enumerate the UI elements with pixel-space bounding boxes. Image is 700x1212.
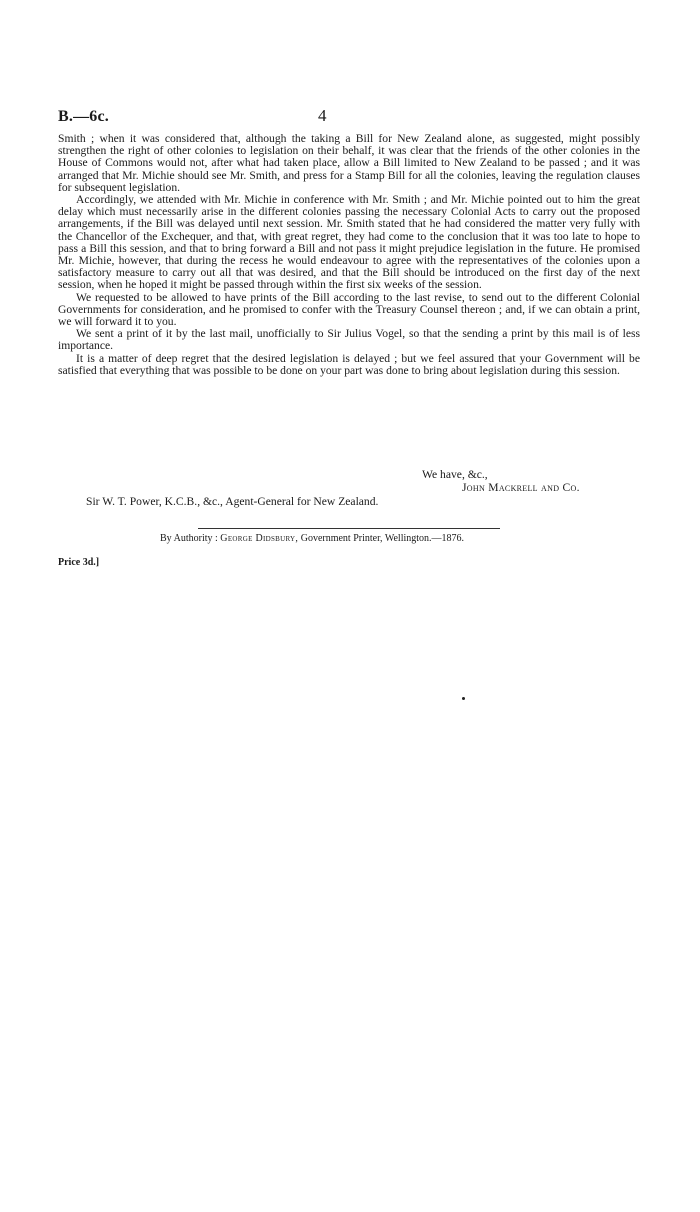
paragraph: We sent a print of it by the last mail, unofficially to Sir Julius Vogel, so that the sending a print by this mail is of less importance. [58, 327, 640, 353]
ink-speck [462, 697, 465, 700]
paragraph: We requested to be allowed to have prints of the Bill according to the last revise, to send out to the different Colonial Governments for consideration, and he promised to confer with the Treasury Counsel thereon ; and, if we can obtain a print, we will forward it to you. [58, 290, 640, 329]
imprint-printer-details: Government Printer, Wellington.—1876. [300, 533, 465, 544]
document-reference: B.—6c. [58, 108, 109, 125]
closing-phrase: We have, &c., [422, 468, 488, 481]
paragraph: It is a matter of deep regret that the desired legislation is delayed ; but we feel assured that your Government will be satisfied that everything that was possible to be done on your part was done to bring about legislation during this session. [58, 351, 640, 377]
printer-imprint [160, 533, 464, 544]
paragraph: Accordingly, we attended with Mr. Michie in conference with Mr. Smith ; and Mr. Michie pointed out to him the great delay which must necessarily arise in the different colonies passing the necessary Colonial Acts to carry out the proposed arrangements, if the Bill was delayed until next session. Mr. Smith stated that he had considered the matter very fully with the Chancellor of the Exchequer, and that, with great regret, they had come to the conclusion that it was too late to hope to pass a Bill this session, and that to bring forward a Bill and not pass it might prejudice legislation in the future. He promised Mr. Michie, however, that during the recess he would endeavour to agree with the representatives of the colonies upon a satisfactory measure to carry out all that was desired, and that the Bill should be introduced on the first day of the next session, when he hoped it might be passed through within the first six weeks of the session. [58, 193, 640, 292]
imprint-authority: By Authority : [160, 533, 218, 544]
letter-body [58, 133, 640, 377]
page-number: 4 [318, 106, 327, 125]
paragraph: Smith ; when it was considered that, although the taking a Bill for New Zealand alone, as suggested, might possibly strengthen the right of other colonies to legislation on their behalf, it was clear that the friends of the other colonies in the House of Commons would not, after what had taken place, allow a Bill limited to New Zealand to be passed ; and it was arranged that Mr. Michie should see Mr. Smith, and press for a Stamp Bill for all the colonies, leaving the regulation clauses for subsequent legislation. [58, 132, 640, 194]
footer-divider [198, 528, 500, 529]
addressee: Sir W. T. Power, K.C.B., &c., Agent-General for New Zealand. [86, 495, 379, 508]
price-label: Price 3d.] [58, 557, 100, 568]
imprint-printer-name: George Didsbury, [220, 533, 299, 544]
signature: John Mackrell and Co. [462, 481, 580, 494]
